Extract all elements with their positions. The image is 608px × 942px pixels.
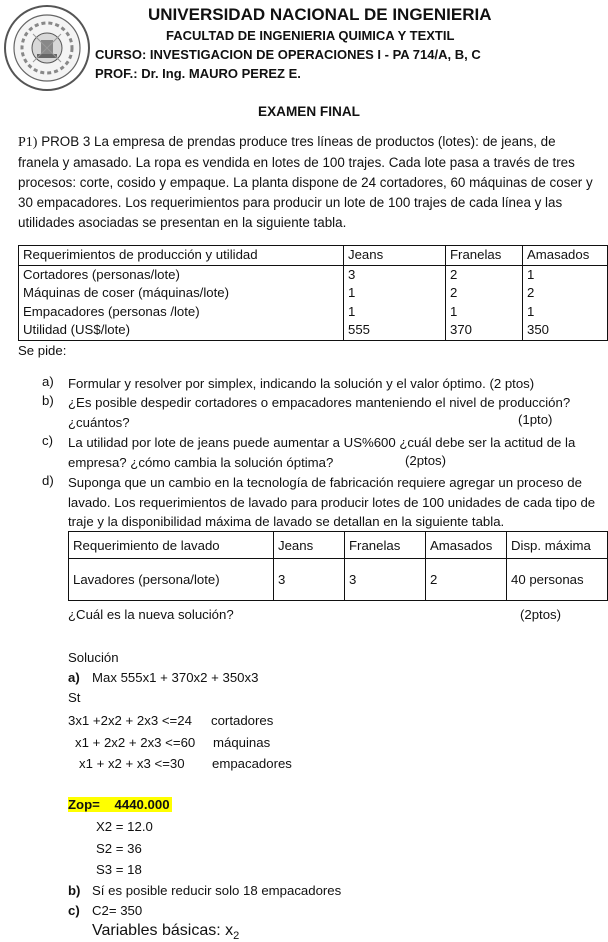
question-b-points: (1pto) <box>518 412 553 427</box>
question-c-points: (2ptos) <box>405 453 447 468</box>
table-header-cell: Jeans <box>274 532 345 559</box>
table-cell: Lavadores (persona/lote) <box>69 559 274 601</box>
subject-to-label: St <box>68 690 81 705</box>
professor-name: PROF.: Dr. Ing. MAURO PEREZ E. <box>95 66 301 81</box>
basic-variables-label: Variables básicas: x <box>92 922 234 939</box>
cell-value: 350 <box>527 322 550 338</box>
row-label: Empacadores (personas /lote) <box>23 303 200 319</box>
table-header-cell: Disp. máxima <box>507 532 608 559</box>
problem-text: PROB 3 La empresa de prendas produce tres líneas de productos (lotes): de jeans, de franela y amasado. La ropa es vendida en lotes de 100 trajes. Cada lote pasa a través de tres procesos: corte, cosido y empaque. La planta dispone de 24 cortadores, 60 máquinas de coser y 30 empacadores. Los requerimientos para producir un lote de 100 trajes de cada línea y las utilidades asociadas se presentan en la siguiente tabla. <box>18 134 593 230</box>
solution-b-text: Sí es posible reducir solo 18 empacadores <box>92 883 342 898</box>
question-a-text: Formular y resolver por simplex, indicando la solución y el valor óptimo. <box>68 376 486 391</box>
table-header-cell: Amasados <box>426 532 507 559</box>
x2-value: X2 = 12.0 <box>96 819 153 834</box>
university-name: UNIVERSIDAD NACIONAL DE INGENIERIA <box>148 5 492 24</box>
exam-title: EXAMEN FINAL <box>258 104 360 119</box>
table-header-row <box>69 532 608 559</box>
cell-value: 1 <box>348 303 356 319</box>
solution-b-label: b) <box>68 883 81 898</box>
table-header-cell: Requerimiento de lavado <box>69 532 274 559</box>
table-cell-jeans <box>344 265 446 340</box>
table-row <box>69 559 608 601</box>
table-header-cell: Franelas <box>446 246 523 266</box>
question-d-label: d) <box>42 473 54 488</box>
washing-table <box>68 531 608 601</box>
constraint-name: cortadores <box>211 713 274 728</box>
question-c-label: c) <box>42 433 53 448</box>
problem-statement <box>18 132 598 233</box>
faculty-name: FACULTAD DE INGENIERIA QUIMICA Y TEXTIL <box>166 28 455 43</box>
university-seal-logo <box>3 4 91 92</box>
table-header-row <box>19 246 608 266</box>
cell-value: 2 <box>450 266 458 282</box>
course-name: CURSO: INVESTIGACION DE OPERACIONES I - PA 714/A, B, C <box>95 47 481 62</box>
production-table <box>18 245 608 341</box>
basic-variables-subscript: 2 <box>233 930 240 942</box>
table-cell: 2 <box>426 559 507 601</box>
cell-value: 1 <box>527 266 535 282</box>
zop-label: Zop= <box>68 797 100 812</box>
table-header-cell: Franelas <box>345 532 426 559</box>
basic-variables <box>92 922 239 942</box>
cell-value: 2 <box>450 285 458 301</box>
question-a <box>68 374 600 394</box>
row-label: Utilidad (US$/lote) <box>23 322 131 338</box>
table-header-cell: Amasados <box>523 246 608 266</box>
question-d-text: Suponga que un cambio en la tecnología de fabricación requiere agregar un proceso de lavado. Los requerimientos de lavado para producir lotes de 100 unidades de cada tipo de traje y la disponibilidad máxima de lavado se detallan en la siguiente tabla. <box>68 475 596 529</box>
solution-c-label: c) <box>68 903 80 918</box>
constraint-expr: 3x1 +2x2 + 2x3 <=24 <box>68 713 192 728</box>
se-pide-label: Se pide: <box>18 343 67 358</box>
optimal-value <box>68 797 172 812</box>
cell-value: 1 <box>450 303 458 319</box>
table-cell-amasados <box>523 265 608 340</box>
constraint-name: empacadores <box>212 756 292 771</box>
table-header-cell: Requerimientos de producción y utilidad <box>19 246 344 266</box>
table-cell-franelas <box>446 265 523 340</box>
table-header-cell: Jeans <box>344 246 446 266</box>
cell-value: 2 <box>527 285 535 301</box>
solution-c-text: C2= 350 <box>92 903 143 918</box>
s2-value: S2 = 36 <box>96 841 142 856</box>
cell-value: 1 <box>527 303 535 319</box>
cell-value: 555 <box>348 322 371 338</box>
table-cell: 3 <box>345 559 426 601</box>
s3-value: S3 = 18 <box>96 862 142 877</box>
table-cell: 3 <box>274 559 345 601</box>
zop-value: 4440.000 <box>114 797 170 812</box>
solution-a-label: a) <box>68 670 80 685</box>
table-cell: 40 personas <box>507 559 608 601</box>
constraint-expr: x1 + 2x2 + 2x3 <=60 <box>75 735 196 750</box>
row-label: Cortadores (personas/lote) <box>23 266 180 282</box>
question-b-label: b) <box>42 393 54 408</box>
objective-function: Max 555x1 + 370x2 + 350x3 <box>92 670 259 685</box>
question-c-text: La utilidad por lote de jeans puede aumentar a US%600 ¿cuál debe ser la actitud de la empresa? ¿cómo cambia la solución óptima? <box>68 435 576 470</box>
question-b-text: ¿Es posible despedir cortadores o empacadores manteniendo el nivel de producción? ¿cuántos? <box>68 395 571 430</box>
constraint-name: máquinas <box>213 735 271 750</box>
cell-value: 370 <box>450 322 473 338</box>
new-solution-points: (2ptos) <box>520 607 562 622</box>
problem-number: P1) <box>18 135 38 150</box>
cell-value: 3 <box>348 266 356 282</box>
row-label: Máquinas de coser (máquinas/lote) <box>23 285 229 301</box>
cell-value: 1 <box>348 285 356 301</box>
question-a-points: (2 ptos) <box>489 376 535 391</box>
question-a-label: a) <box>42 374 54 389</box>
new-solution-question: ¿Cuál es la nueva solución? <box>68 607 234 622</box>
table-cell-labels <box>19 265 344 340</box>
constraint-expr: x1 + x2 + x3 <=30 <box>79 756 185 771</box>
solution-title: Solución <box>68 650 119 665</box>
table-body-row <box>19 265 608 340</box>
